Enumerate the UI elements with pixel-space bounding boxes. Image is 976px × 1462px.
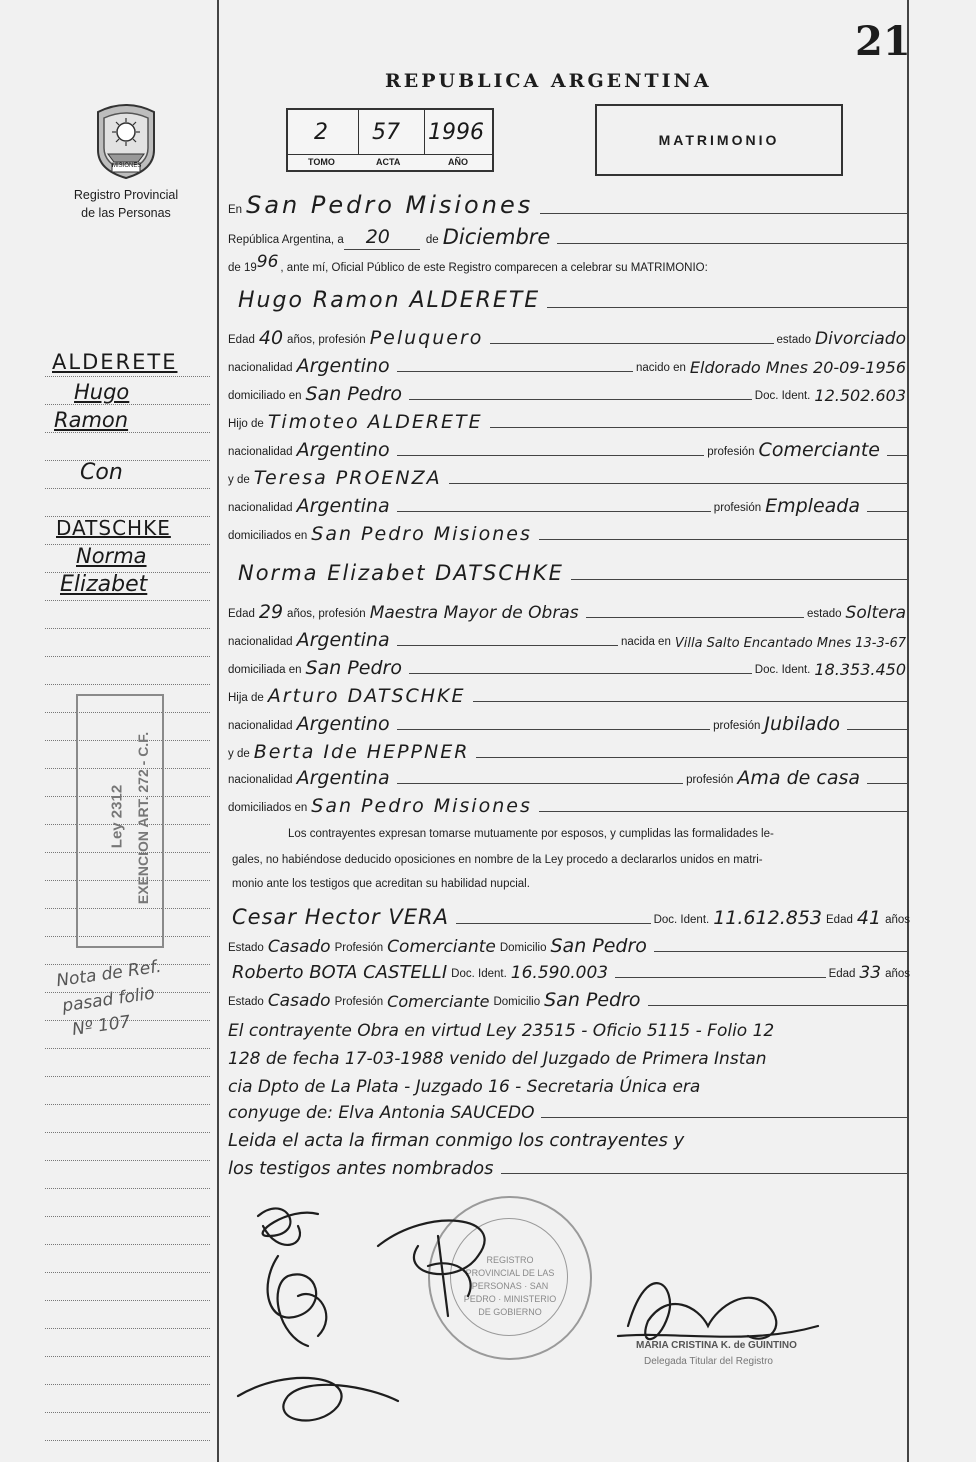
margin-ruling-line xyxy=(45,1132,210,1133)
en-label: En xyxy=(228,204,243,216)
bride-doc: 18.353.450 xyxy=(814,660,906,679)
margin-note-3: Nº 107 xyxy=(70,1012,132,1040)
margin-groom-surname: ALDERETE xyxy=(52,350,178,374)
domiciliados-label: domiciliados en xyxy=(228,802,308,814)
witness-1-age: 41 xyxy=(856,907,882,929)
hijo-label: Hijo de xyxy=(228,418,264,430)
nacida-label: nacida en xyxy=(620,636,671,648)
declaration-line-2: gales, no habiéndose deducido oposiciones en nombre de la Ley procedo a declararlos unidos en matri- xyxy=(232,854,763,866)
year-line xyxy=(228,248,910,278)
record-type-box xyxy=(595,104,843,176)
year-suffix: 96 xyxy=(256,252,279,272)
record-type: MATRIMONIO xyxy=(658,132,780,148)
province-crest-icon xyxy=(92,98,160,180)
stamp-ley: Ley 2312 xyxy=(108,784,126,849)
de-label: de xyxy=(425,234,439,246)
witness-2-line xyxy=(228,954,910,984)
witness-1-doc: 11.612.853 xyxy=(713,907,823,929)
acta-label: ACTA xyxy=(376,157,401,167)
margin-ruling-line xyxy=(45,1300,210,1301)
note-2: 128 de fecha 17-03-1988 venido del Juzgado de Primera Instan xyxy=(228,1049,767,1069)
official-name: MARIA CRISTINA K. de GUINTINO xyxy=(636,1340,797,1351)
margin-ruling-line xyxy=(45,488,210,489)
statement: , ante mí, Oficial Público de este Registro comparecen a celebrar su MATRIMONIO: xyxy=(280,262,708,274)
margin-ruling-line xyxy=(45,1440,210,1441)
domiciliados-label: domiciliados en xyxy=(228,530,308,542)
witness-edad-label: Edad xyxy=(826,914,853,926)
bride-mother-nationality: Argentina xyxy=(296,767,390,789)
registry-label-2: de las Personas xyxy=(81,206,171,220)
margin-ruling-line xyxy=(45,656,210,657)
margin-ruling-line xyxy=(45,1272,210,1273)
note-line-2 xyxy=(228,1040,910,1070)
note-5: Leida el acta la firman conmigo los contrayentes y xyxy=(228,1130,685,1151)
y-de-label: y de xyxy=(228,474,250,486)
margin-ruling-line xyxy=(45,1188,210,1189)
witness-2-details-line xyxy=(228,982,910,1012)
note-3: cia Dpto de La Plata - Juzgado 16 - Secretaria Única era xyxy=(228,1077,701,1097)
margin-ruling-line xyxy=(45,1356,210,1357)
groom-parents-domicile-line xyxy=(228,516,910,546)
nacionalidad-label: nacionalidad xyxy=(228,720,293,732)
witness-2-domicile: San Pedro xyxy=(544,989,641,1011)
margin-con: Con xyxy=(80,460,123,485)
nacionalidad-label: nacionalidad xyxy=(228,636,293,648)
margin-ruling-line xyxy=(45,1384,210,1385)
margin-ruling-line xyxy=(45,1104,210,1105)
nacionalidad-label: nacionalidad xyxy=(228,362,293,374)
domiciliado-label: domiciliado en xyxy=(228,390,302,402)
profesion-label: profesión xyxy=(713,720,761,732)
margin-ruling-line xyxy=(45,1160,210,1161)
bride-name: Norma Elizabet DATSCHKE xyxy=(238,561,564,585)
declaration-line-3: monio ante los testigos que acreditan su habilidad nupcial. xyxy=(232,878,530,890)
nacionalidad-label: nacionalidad xyxy=(228,502,293,514)
profesion-label: profesión xyxy=(713,502,762,514)
exemption-stamp xyxy=(76,694,164,948)
left-margin-line xyxy=(217,0,219,1462)
witness-profesion-label: Profesión xyxy=(334,996,384,1008)
anos-profesion-label: años, profesión xyxy=(287,608,366,620)
official-title: Delegada Titular del Registro xyxy=(644,1356,773,1367)
groom-mother-line xyxy=(228,460,910,490)
margin-ruling-line xyxy=(45,1328,210,1329)
margin-ruling-line xyxy=(45,1244,210,1245)
doc-label: Doc. Ident. xyxy=(754,390,811,402)
bride-father-profession: Jubilado xyxy=(764,713,840,735)
tomo-value: 2 xyxy=(314,120,328,145)
groom-mother-nationality: Argentina xyxy=(296,495,390,517)
groom-birth: Eldorado Mnes 20-09-1956 xyxy=(689,358,906,377)
doc-label: Doc. Ident. xyxy=(754,664,811,676)
groom-father-profession: Comerciante xyxy=(758,439,880,461)
note-1: El contrayente Obra en virtud Ley 23515 - Oficio 5115 - Folio 12 xyxy=(228,1021,775,1041)
signatures-icon xyxy=(228,1196,828,1436)
witness-estado-label: Estado xyxy=(228,996,264,1008)
y-de-label: y de xyxy=(228,748,250,760)
bride-parents-domicile-line xyxy=(228,788,910,818)
witness-anos-label: años xyxy=(885,914,910,926)
stamp-exencion: EXENCION ART. 272 - C.F. xyxy=(135,731,151,905)
estado-label: estado xyxy=(776,334,812,346)
page-number: 21 xyxy=(855,18,911,65)
margin-ruling-line xyxy=(45,432,210,433)
bride-name-line xyxy=(228,556,910,586)
groom-father-nationality: Argentino xyxy=(296,439,390,461)
groom-nationality-line xyxy=(228,348,910,378)
bride-domicile: San Pedro xyxy=(305,657,402,679)
groom-father-nationality-line xyxy=(228,432,910,462)
month: Diciembre xyxy=(442,225,551,249)
bride-nationality: Argentina xyxy=(296,629,390,651)
note-4: conyuge de: Elva Antonia SAUCEDO xyxy=(228,1103,535,1123)
place-line xyxy=(228,190,910,220)
bride-mother: Berta Ide HEPPNER xyxy=(253,741,470,763)
witness-domicilio-label: Domicilio xyxy=(499,942,547,954)
ano-label: AÑO xyxy=(448,157,468,167)
groom-age: 40 xyxy=(258,327,284,349)
bride-father-line xyxy=(228,678,910,708)
bride-domicile-line xyxy=(228,650,910,680)
witness-edad-label: Edad xyxy=(828,968,856,980)
nacionalidad-label: nacionalidad xyxy=(228,446,293,458)
acta-value: 57 xyxy=(372,120,400,145)
ano-value: 1996 xyxy=(428,120,484,145)
nacionalidad-label: nacionalidad xyxy=(228,774,293,786)
margin-ruling-line xyxy=(45,404,210,405)
groom-civil-state: Divorciado xyxy=(815,329,906,349)
witness-2-age: 33 xyxy=(859,963,882,983)
margin-ruling-line xyxy=(45,684,210,685)
bride-civil-state: Soltera xyxy=(845,603,906,623)
seal-text: REGISTRO PROVINCIAL DE LAS PERSONAS · SAN PEDRO · MINISTERIO DE GOBIERNO xyxy=(463,1255,557,1317)
witness-doc-label: Doc. Ident. xyxy=(451,968,507,980)
republic-title: REPUBLICA ARGENTINA xyxy=(385,70,712,92)
groom-domicile-line xyxy=(228,376,910,406)
groom-name: Hugo Ramon ALDERETE xyxy=(238,288,541,313)
domiciliada-label: domiciliada en xyxy=(228,664,302,676)
margin-note-1: Nota de Ref. xyxy=(55,956,163,992)
crest-label: MISIONES xyxy=(112,163,142,169)
margin-ruling-line xyxy=(45,1412,210,1413)
witness-1-name: Cesar Hector VERA xyxy=(232,905,449,929)
groom-mother: Teresa PROENZA xyxy=(253,467,442,489)
groom-father: Timoteo ALDERETE xyxy=(267,411,483,433)
bride-father-nationality-line xyxy=(228,706,910,736)
witness-1-estado: Casado xyxy=(267,937,331,957)
anos-profesion-label: años, profesión xyxy=(287,334,366,346)
margin-groom-second: Ramon xyxy=(54,408,129,432)
witness-domicilio-label: Domicilio xyxy=(493,996,541,1008)
note-line-5 xyxy=(228,1122,910,1152)
nacido-label: nacido en xyxy=(636,362,686,374)
witness-1-domicile: San Pedro xyxy=(550,935,647,957)
bride-mother-nationality-line xyxy=(228,760,910,790)
margin-ruling-line xyxy=(45,460,210,461)
profesion-label: profesión xyxy=(686,774,734,786)
edad-label: Edad xyxy=(228,608,255,620)
witness-1-profession: Comerciante xyxy=(387,937,496,957)
margin-ruling-line xyxy=(45,1048,210,1049)
witness-estado-label: Estado xyxy=(228,942,264,954)
groom-domicile: San Pedro xyxy=(305,383,402,405)
witness-2-name: Roberto BOTA CASTELLI xyxy=(232,962,448,983)
tomo-label: TOMO xyxy=(308,157,335,167)
hija-label: Hija de xyxy=(228,692,264,704)
bride-profession: Maestra Mayor de Obras xyxy=(369,603,579,623)
note-6: los testigos antes nombrados xyxy=(228,1158,494,1179)
place: San Pedro Misiones xyxy=(246,191,534,219)
groom-doc: 12.502.603 xyxy=(814,386,906,405)
witness-2-doc: 16.590.003 xyxy=(510,963,609,983)
witness-2-estado: Casado xyxy=(267,991,331,1011)
witness-1-line xyxy=(228,900,910,930)
groom-father-line xyxy=(228,404,910,434)
bride-mother-profession: Ama de casa xyxy=(737,767,860,789)
bride-age-line xyxy=(228,594,910,624)
registry-label-1: Registro Provincial xyxy=(73,188,179,202)
margin-bride-first: Norma xyxy=(76,544,147,568)
note-line-4 xyxy=(228,1094,910,1124)
bride-father: Arturo DATSCHKE xyxy=(267,685,466,707)
bride-age: 29 xyxy=(258,601,284,623)
witness-doc-label: Doc. Ident. xyxy=(653,914,710,926)
witness-profesion-label: Profesión xyxy=(334,942,384,954)
groom-profession: Peluquero xyxy=(369,327,484,349)
margin-note-2: pasad folio xyxy=(61,983,156,1017)
year-prefix: de 19 xyxy=(228,262,257,274)
note-line-1 xyxy=(228,1012,910,1042)
groom-parents-domicile: San Pedro Misiones xyxy=(311,523,532,545)
bride-nationality-line xyxy=(228,622,910,652)
groom-mother-profession: Empleada xyxy=(765,495,860,517)
margin-ruling-line xyxy=(45,1076,210,1077)
bride-parents-domicile: San Pedro Misiones xyxy=(311,795,532,817)
witness-2-profession: Comerciante xyxy=(387,992,490,1011)
declaration-line-1: Los contrayentes expresan tomarse mutuamente por esposos, y cumplidas las formalidades le- xyxy=(288,828,774,840)
tomo-acta-box xyxy=(286,108,494,172)
margin-ruling-line xyxy=(45,600,210,601)
note-line-6 xyxy=(228,1150,910,1180)
groom-nationality: Argentino xyxy=(296,355,390,377)
bride-birth: Villa Salto Encantado Mnes 13-3-67 xyxy=(674,636,906,651)
margin-bride-surname: DATSCHKE xyxy=(56,516,171,540)
witness-anos-label: años xyxy=(885,968,910,980)
bride-father-nationality: Argentino xyxy=(296,713,390,735)
groom-mother-nationality-line xyxy=(228,488,910,518)
estado-label: estado xyxy=(807,608,842,620)
profesion-label: profesión xyxy=(707,446,755,458)
groom-age-line xyxy=(228,320,910,350)
fecha-label: República Argentina, a xyxy=(228,234,344,246)
groom-name-line xyxy=(228,284,910,314)
margin-ruling-line xyxy=(45,1216,210,1217)
margin-bride-second: Elizabet xyxy=(60,572,148,597)
edad-label: Edad xyxy=(228,334,255,346)
date-line xyxy=(228,220,910,250)
margin-groom-first: Hugo xyxy=(74,380,130,404)
day: 20 xyxy=(344,226,420,250)
margin-ruling-line xyxy=(45,376,210,377)
margin-ruling-line xyxy=(45,628,210,629)
